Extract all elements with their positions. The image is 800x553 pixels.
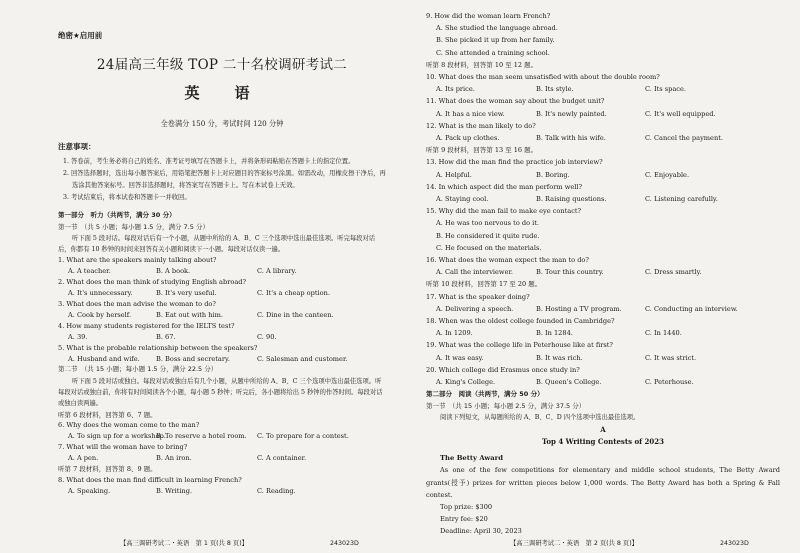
option-b: B. Tour this country.: [536, 268, 604, 277]
part1-sec2-directions: 听下面 5 段对话或独白。每段对话或独白后有几个小题，从题中所给的 A、B、C 三个选项中选出最佳选项。听每段对话或独白前，你将有时间阅读各个小题，每小题 5 秒钟；听完后，各小题将给出 5 秒钟的作答时间。每段对话或独白读两遍。: [58, 377, 383, 408]
part2-heading: 第二部分 阅读（共两节，满分 50 分）: [426, 390, 544, 399]
options: [58, 310, 386, 321]
question-stem: 7. What will the woman have to bring?: [58, 443, 188, 452]
options: [58, 431, 386, 442]
option-a: A. A pen.: [68, 454, 99, 463]
part2-directions: 阅读下列短文，从每题所给的 A、B、C、D 四个选项中选出最佳选项。: [440, 414, 640, 422]
notice-item: 1. 答卷前，考生务必将自己的姓名、准考证号填写在答题卡上，并将条形码粘贴在答题卡上的指定位置。: [63, 158, 355, 165]
option-a: A. A teacher.: [68, 267, 111, 276]
question-stem: 5. What is the probable relationship between the speakers?: [58, 343, 258, 352]
option-a: A. King's College.: [436, 378, 496, 387]
option-a: A. Its price.: [436, 85, 475, 94]
option-a: A. In 1209.: [436, 329, 473, 338]
option-b: B. Boss and secretary.: [156, 354, 230, 363]
options: [426, 303, 780, 315]
option-b: B. It's very useful.: [156, 289, 217, 298]
option-b: B. 67.: [156, 332, 176, 341]
question-stem: 4. How many students registered for the IELTS test?: [58, 321, 235, 330]
option-a: A. Husband and wife.: [68, 354, 140, 363]
option-b: B. He considered it quite rude.: [436, 231, 540, 240]
notice-item: 3. 考试结束后，将本试卷和答题卡一并收回。: [63, 194, 191, 201]
option-b: B. Its style.: [536, 85, 574, 94]
options: [426, 327, 780, 339]
options: [426, 376, 780, 388]
option-a: A. Cook by herself.: [68, 310, 132, 319]
option-a: A. Call the interviewer.: [436, 268, 514, 277]
question-stem: 14. In which aspect did the man perform well?: [426, 182, 582, 191]
question-stem: 9. How did the woman learn French?: [426, 12, 551, 20]
part1-sec2-heading: 第二节 （共 15 小题；每小题 1.5 分，满分 22.5 分）: [58, 365, 218, 374]
option-b: B. Raising questions.: [536, 195, 607, 204]
option-c: C. Its space.: [645, 85, 686, 94]
listening-note: 听第 6 段材料，回答第 6、7 题。: [58, 410, 157, 419]
option-b: B. It's newly painted.: [536, 109, 607, 118]
options: [58, 332, 386, 343]
options: [426, 132, 780, 144]
option-b: B. Eat out with him.: [156, 310, 223, 319]
award-fact: Deadline: April 30, 2023: [440, 527, 522, 536]
question-stem: 8. What does the man find difficult in learning French?: [58, 476, 242, 485]
question-stem: 6. Why does the woman come to the man?: [58, 421, 200, 430]
options: [426, 169, 780, 181]
options: [58, 288, 386, 299]
option-c: C. Enjoyable.: [645, 170, 690, 179]
option-c: C. She attended a training school.: [436, 48, 550, 57]
option-b: B. Hosting a TV program.: [536, 304, 622, 313]
question-stem: 2. What does the man think of studying English abroad?: [58, 278, 247, 287]
page-footer: 【高三调研考试二・英语 第 2 页(共 8 页)】: [510, 540, 638, 547]
option-c: C. Dine in the canteen.: [257, 310, 334, 319]
options: [426, 193, 780, 205]
option-b: B. To reserve a hotel room.: [156, 432, 247, 441]
question-stem: 1. What are the speakers mainly talking about?: [58, 256, 217, 265]
option-b: B. Talk with his wife.: [536, 134, 606, 143]
option-b: B. In 1284.: [536, 329, 573, 338]
page-2: [400, 0, 800, 553]
question-stem: 11. What does the woman say about the budget unit?: [426, 97, 605, 106]
option-a: A. To sign up for a workshop.: [68, 432, 166, 441]
option-a: A. Pack up clothes.: [436, 134, 500, 143]
option-a: A. Helpful.: [436, 170, 472, 179]
award-fact: Top prize: $300: [440, 502, 493, 511]
options: [426, 83, 780, 95]
part1-sec1-heading: 第一节 （共 5 小题；每小题 1.5 分，满分 7.5 分）: [58, 222, 209, 231]
options: [426, 266, 780, 278]
page-footer: 【高三调研考试二・英语 第 1 页(共 8 页)】: [120, 540, 248, 547]
question-stem: 12. What is the man likely to do?: [426, 121, 536, 130]
option-b: B. Writing.: [156, 486, 193, 495]
part1-sec1-directions: 听下面 5 段对话。每段对话后有一个小题，从题中所给的 A、B、C 三个选项中选出最佳选项。听完每段对话后，你都有 10 秒钟的时间来回答有关小题和阅读下一小题。每段对话仅读一遍。: [58, 235, 376, 254]
options: [58, 266, 386, 277]
option-b: B. A book.: [156, 267, 191, 276]
option-c: C. In 1440.: [645, 329, 682, 338]
listening-note: 听第 10 段材料，回答第 17 至 20 题。: [426, 280, 542, 289]
option-a: A. Staying cool.: [436, 195, 489, 204]
option-a: A. It's unnecessary.: [68, 289, 133, 298]
option-c: C. It's a cheap option.: [257, 289, 330, 298]
award-heading: The Betty Award: [440, 454, 503, 463]
option-a: A. He was too nervous to do it.: [436, 219, 540, 228]
option-b: B. Queen's College.: [536, 378, 602, 387]
options: [426, 108, 780, 120]
option-a: A. It was easy.: [436, 353, 484, 362]
option-c: C. Listening carefully.: [645, 195, 718, 204]
confidential-seal: 绝密★启用前: [58, 31, 103, 40]
option-c: C. Conducting an interview.: [645, 304, 738, 313]
option-b: B. Boring.: [536, 170, 570, 179]
part2-sec1-heading: 第一节 （共 15 小题；每小题 2.5 分，满分 37.5 分）: [426, 402, 586, 411]
option-a: A. Delivering a speech.: [436, 304, 514, 313]
subject-title: 英 语: [184, 84, 260, 102]
question-stem: 17. What is the speaker doing?: [426, 292, 530, 301]
options: [58, 354, 386, 365]
award-body: As one of the few competitions for elementary and middle school students, The Betty Award grants(授予) prizes for written pieces below 1,000 words. The Betty Award has both a Spring & Fall contest.: [426, 466, 780, 499]
options: [58, 486, 386, 497]
part1-heading: 第一部分 听力（共两节，满分 30 分）: [58, 211, 176, 219]
option-c: C. Dress smartly.: [645, 268, 702, 277]
option-c: C. It was strict.: [645, 353, 697, 362]
options: [426, 352, 780, 364]
option-a: A. 39.: [68, 332, 88, 341]
option-c: C. A container.: [257, 454, 307, 463]
option-a: A. It has a nice view.: [436, 109, 505, 118]
option-c: C. Reading.: [257, 486, 296, 495]
passage-title: Top 4 Writing Contests of 2023: [541, 437, 665, 447]
exam-title: 24届高三年级 TOP 二十名校调研考试二: [96, 57, 348, 73]
listening-note: 听第 9 段材料，回答第 13 至 16 题。: [426, 146, 538, 155]
passage-label: A: [600, 425, 606, 435]
question-stem: 20. Which college did Erasmus once study in?: [426, 365, 580, 374]
question-stem: 10. What does the man seem unsatisfied with about the double room?: [426, 73, 660, 82]
listening-note: 听第 8 段材料，回答第 10 至 12 题。: [426, 60, 538, 69]
option-b: B. She picked it up from her family.: [436, 36, 555, 45]
score-line: 全卷满分 150 分，考试时间 120 分钟: [160, 119, 284, 128]
option-b: B. An iron.: [156, 454, 192, 463]
question-stem: 13. How did the man find the practice job interview?: [426, 158, 603, 167]
option-b: B. It was rich.: [536, 353, 583, 362]
question-stem: 3. What does the man advise the woman to do?: [58, 300, 216, 309]
question-stem: 16. What does the woman expect the man to do?: [426, 256, 589, 265]
notice-item: 2. 回答选择题时，选出每小题答案后，用铅笔把答题卡上对应题目的答案标号涂黑。如需改动，用橡皮擦干净后，再选涂其他答案标号。回答非选择题时，将答案写在答题卡上。写在本试卷上无效。: [63, 170, 386, 189]
options: [58, 453, 386, 464]
option-c: C. He focused on the materials.: [436, 243, 542, 252]
option-c: C. Peterhouse.: [645, 378, 694, 387]
listening-note: 听第 7 段材料，回答第 8、9 题。: [58, 465, 157, 474]
award-fact: Entry fee: $20: [440, 515, 488, 524]
question-stem: 19. What was the college life in Peterhouse like at first?: [426, 341, 613, 350]
question-stem: 15. Why did the man fail to make eye contact?: [426, 207, 582, 216]
question-stem: 18. When was the oldest college founded in Cambridge?: [426, 317, 615, 326]
option-c: C. It's well equipped.: [645, 109, 716, 118]
option-c: C. A library.: [257, 267, 297, 276]
option-a: A. Speaking.: [68, 486, 111, 495]
notice-heading: 注意事项：: [58, 142, 96, 151]
option-c: C. Cancel the payment.: [645, 134, 723, 143]
option-a: A. She studied the language abroad.: [436, 24, 558, 33]
question-block: [58, 255, 386, 364]
option-c: C. 90.: [257, 332, 277, 341]
option-c: C. Salesman and customer.: [257, 354, 348, 363]
exam-code: 243023D: [720, 540, 749, 547]
exam-code: 243023D: [330, 540, 359, 547]
option-c: C. To prepare for a contest.: [257, 432, 349, 441]
